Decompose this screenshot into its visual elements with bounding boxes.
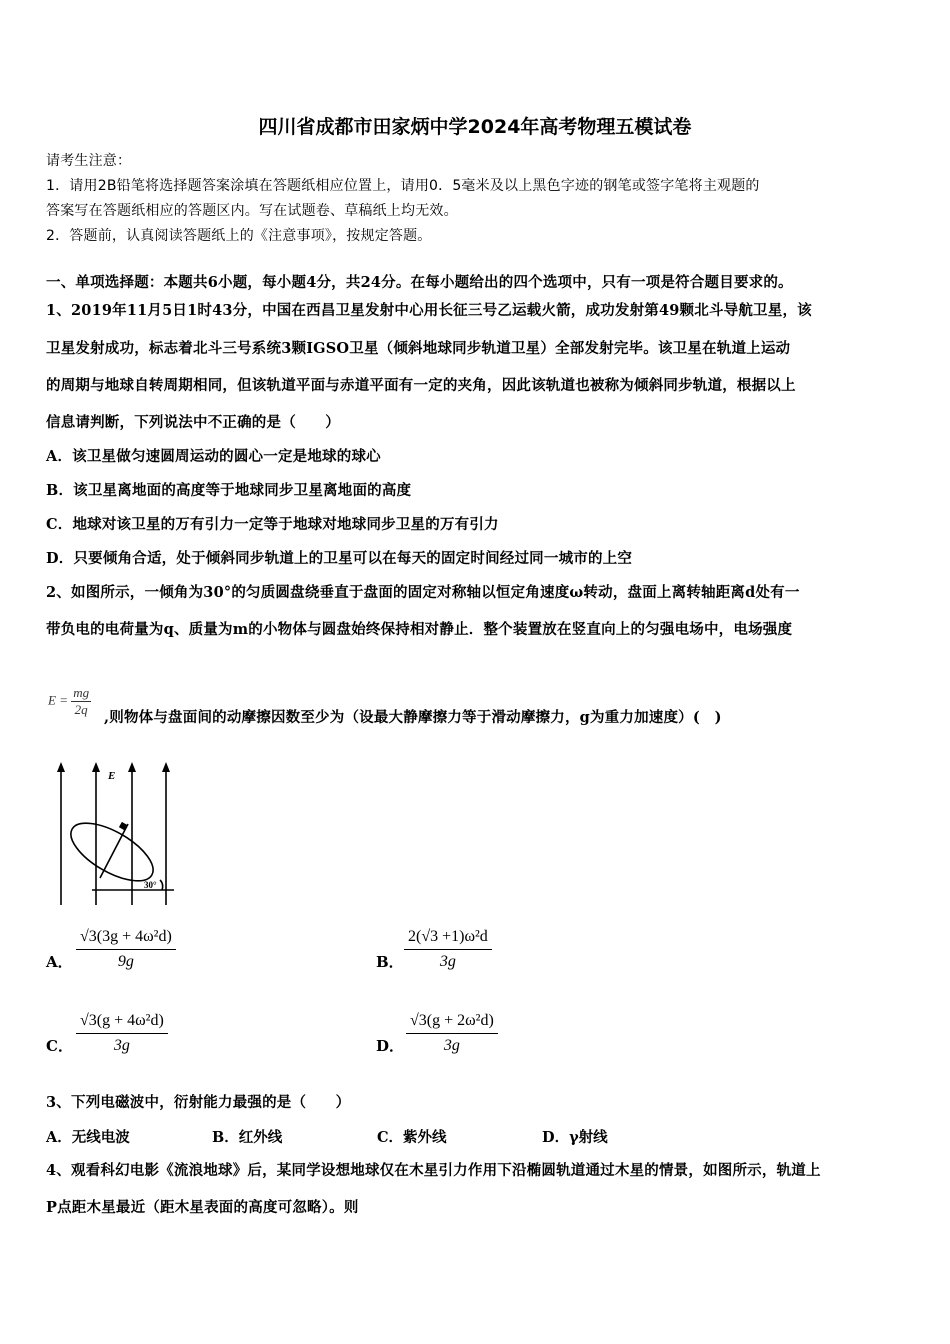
- notice-item-2: 2．答题前，认真阅读答题纸上的《注意事项》，按规定答题。: [46, 228, 432, 244]
- q1-option-c: C．地球对该卫星的万有引力一定等于地球对地球同步卫星的万有引力: [46, 516, 499, 533]
- q2-option-d-formula: [406, 1012, 498, 1055]
- q2-option-d-label: D．: [376, 1037, 405, 1055]
- angle-arc: [160, 880, 163, 890]
- q2-field-formula: [48, 685, 91, 718]
- q3-option-d: D．γ射线: [542, 1129, 608, 1146]
- q2-option-a-formula: [76, 928, 176, 971]
- q2-line-2: 带负电的电荷量为q、质量为m的小物体与圆盘始终保持相对静止．整个装置放在竖直向上的匀强电场中，电场强度: [46, 621, 793, 638]
- q2-option-b-numerator: 2(√3 +1)ω²d: [404, 928, 492, 950]
- q2-option-a-label: A．: [46, 953, 73, 971]
- q2-option-c-numerator: √3(g + 4ω²d): [76, 1012, 168, 1034]
- q1-option-d: D．只要倾角合适，处于倾斜同步轨道上的卫星可以在每天的固定时间经过同一城市的上空: [46, 550, 633, 567]
- q3-option-b: B．红外线: [212, 1129, 283, 1146]
- formula-denominator: 2q: [74, 702, 88, 717]
- notice-item-1-line-1: 1．请用2B铅笔将选择题答案涂填在答题纸相应位置上，请用0．5毫米及以上黑色字迹的钢笔或签字笔将主观题的: [46, 178, 760, 194]
- q4-line-1: 4、观看科幻电影《流浪地球》后，某同学设想地球仅在木星引力作用下沿椭圆轨道通过木星的情景，如图所示，轨道上: [46, 1162, 821, 1179]
- q1-line-1: 1、2019年11月5日1时43分，中国在西昌卫星发射中心用长征三号乙运载火箭，成功发射第49颗北斗导航卫星，该: [46, 302, 812, 319]
- q2-option-b-label: B．: [376, 953, 404, 971]
- q1-line-4: 信息请判断，下列说法中不正确的是（ ）: [46, 414, 340, 431]
- q2-option-b-denominator: 3g: [439, 953, 456, 970]
- q3-option-c: C．紫外线: [377, 1129, 447, 1146]
- q3-option-a: A．无线电波: [46, 1129, 130, 1146]
- arrow-2: [92, 762, 100, 772]
- q2-option-c-formula: [76, 1012, 168, 1055]
- angle-label: 30°: [144, 880, 157, 890]
- q2-option-d-numerator: √3(g + 2ω²d): [406, 1012, 498, 1034]
- q3-line-1: 3、下列电磁波中，衍射能力最强的是（ ）: [46, 1094, 351, 1111]
- q1-line-3: 的周期与地球自转周期相同，但该轨道平面与赤道平面有一定的夹角，因此该轨道也被称为倾斜同步轨道，根据以上: [46, 377, 796, 394]
- q1-option-a: A．该卫星做匀速圆周运动的圆心一定是地球的球心: [46, 448, 381, 465]
- notice-heading: 请考生注意：: [46, 153, 132, 169]
- q1-option-b: B．该卫星离地面的高度等于地球同步卫星离地面的高度: [46, 482, 412, 499]
- q2-option-a-numerator: √3(3g + 4ω²d): [76, 928, 176, 950]
- q2-option-b-formula: [404, 928, 492, 971]
- q2-line-1: 2、如图所示，一倾角为30°的匀质圆盘绕垂直于盘面的固定对称轴以恒定角速度ω转动，盘面上离转轴距离d处有一: [46, 584, 800, 601]
- formula-lhs: E =: [48, 692, 68, 708]
- exam-title: 四川省成都市田家炳中学2024年高考物理五模试卷: [258, 116, 692, 138]
- q2-option-a-denominator: 9g: [117, 953, 134, 970]
- rotation-axis: [100, 824, 128, 878]
- q2-option-d-denominator: 3g: [443, 1037, 460, 1054]
- formula-numerator: mg: [73, 685, 90, 700]
- arrow-4: [162, 762, 170, 772]
- q2-option-c-label: C．: [46, 1037, 73, 1055]
- field-label-e: E: [108, 770, 116, 782]
- notice-item-1-line-2: 答案写在答题纸相应的答题区内。写在试题卷、草稿纸上均无效。: [46, 203, 458, 219]
- q4-line-2: P点距木星最近（距木星表面的高度可忽略）。则: [46, 1199, 359, 1216]
- section-1-heading: 一、单项选择题：本题共6小题，每小题4分，共24分。在每小题给出的四个选项中，只有一项是符合题目要求的。: [46, 274, 793, 291]
- arrow-3: [128, 762, 136, 772]
- q2-line-3: ,则物体与盘面间的动摩擦因数至少为（设最大静摩擦力等于滑动摩擦力，g为重力加速度）( ): [104, 709, 722, 726]
- q2-figure: [52, 760, 184, 910]
- q2-option-c-denominator: 3g: [113, 1037, 130, 1054]
- q1-line-2: 卫星发射成功，标志着北斗三号系统3颗IGSO卫星（倾斜地球同步轨道卫星）全部发射完毕。该卫星在轨道上运动: [46, 340, 791, 357]
- arrow-1: [57, 762, 65, 772]
